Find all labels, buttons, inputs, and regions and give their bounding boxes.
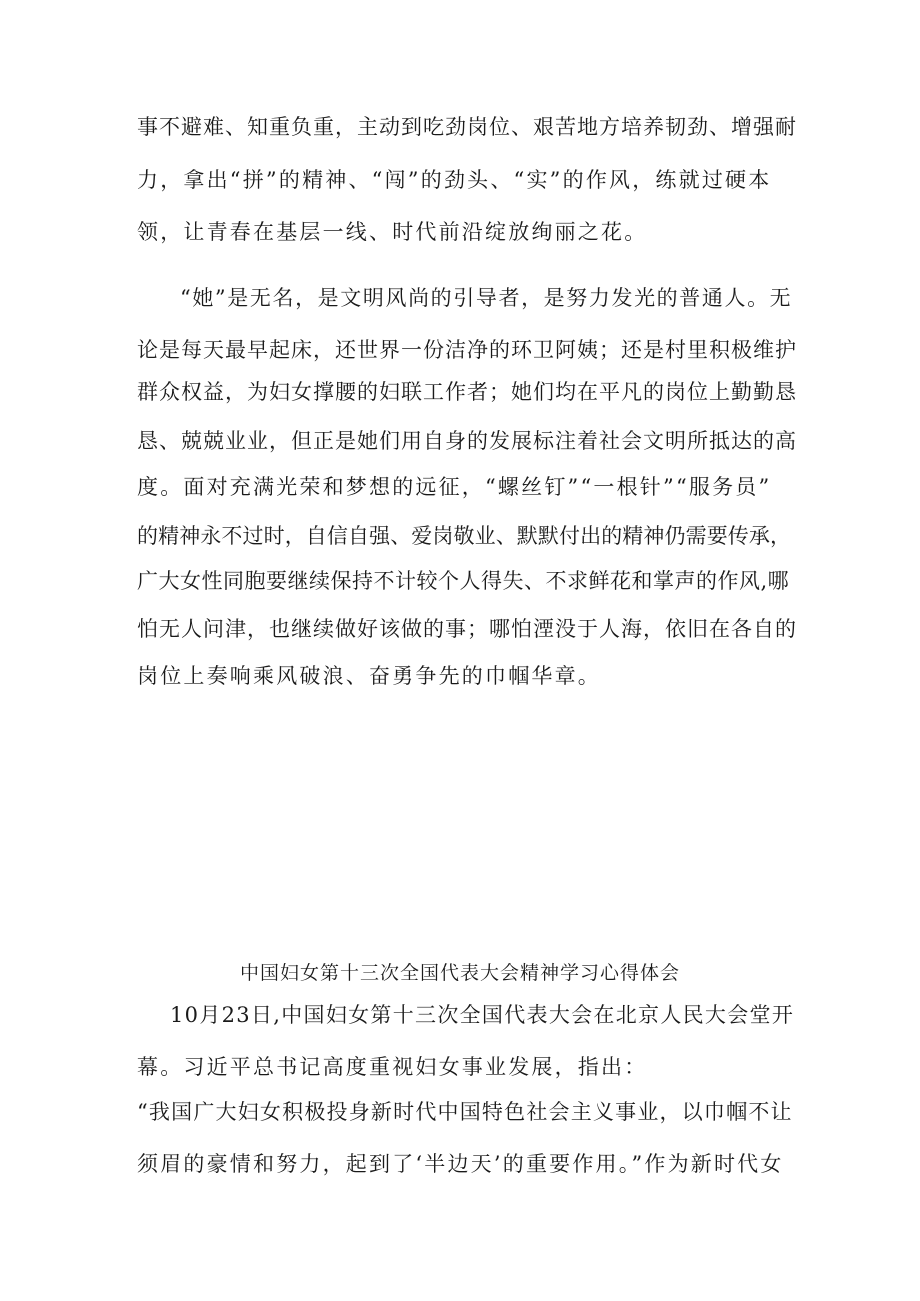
paragraph-1-line-1: 事不避难、知重负重，主动到吃劲岗位、艰苦地方培养韧劲、增强耐 <box>137 115 797 139</box>
paragraph-2-line-7: 广大女性同胞要继续保持不计较个人得失、不求鲜花和掌声的作风,哪 <box>137 569 790 593</box>
paragraph-1-line-2: 力，拿出“拼”的精神、“闯”的劲头、“实”的作风，练就过硬本 <box>137 168 772 192</box>
paragraph-3-line-4: 须眉的豪情和努力，起到了‘半边天’的重要作用。”作为新时代女 <box>137 1152 784 1176</box>
paragraph-2-line-3: 群众权益，为妇女撑腰的妇联工作者；她们均在平凡的岗位上勤勤恳 <box>137 380 797 404</box>
paragraph-3-line-2: 幕。习近平总书记高度重视妇女事业发展，指出： <box>137 1055 648 1079</box>
paragraph-2-line-1: “她”是无名，是文明风尚的引导者，是努力发光的普通人。无 <box>180 286 793 310</box>
paragraph-1-line-3: 领，让青春在基层一线、时代前沿绽放绚丽之花。 <box>137 220 648 244</box>
paragraph-2-line-9: 岗位上奏响乘风破浪、奋勇争先的巾帼华章。 <box>137 664 601 688</box>
paragraph-2-line-6: 的精神永不过时，自信自强、爱岗敬业、默默付出的精神仍需要传承， <box>137 524 792 548</box>
article-title: 中国妇女第十三次全国代表大会精神学习心得体会 <box>239 962 680 984</box>
paragraph-2-line-5: 度。面对充满光荣和梦想的远征，“螺丝钉”“一根针”“服务员” <box>137 475 772 499</box>
paragraph-2-line-8: 怕无人问津，也继续做好该做的事；哪怕湮没于人海，依旧在各自的 <box>137 617 797 641</box>
paragraph-3-line-1: 10月23日,中国妇女第十三次全国代表大会在北京人民大会堂开 <box>170 1003 795 1027</box>
paragraph-2-line-4: 恳、兢兢业业，但正是她们用自身的发展标注着社会文明所抵达的高 <box>137 429 797 453</box>
paragraph-2-line-2: 论是每天最早起床，还世界一份洁净的环卫阿姨；还是村里积极维护 <box>137 338 797 362</box>
paragraph-3-line-3: “我国广大妇女积极投身新时代中国特色社会主义事业，以巾帼不让 <box>137 1100 793 1124</box>
